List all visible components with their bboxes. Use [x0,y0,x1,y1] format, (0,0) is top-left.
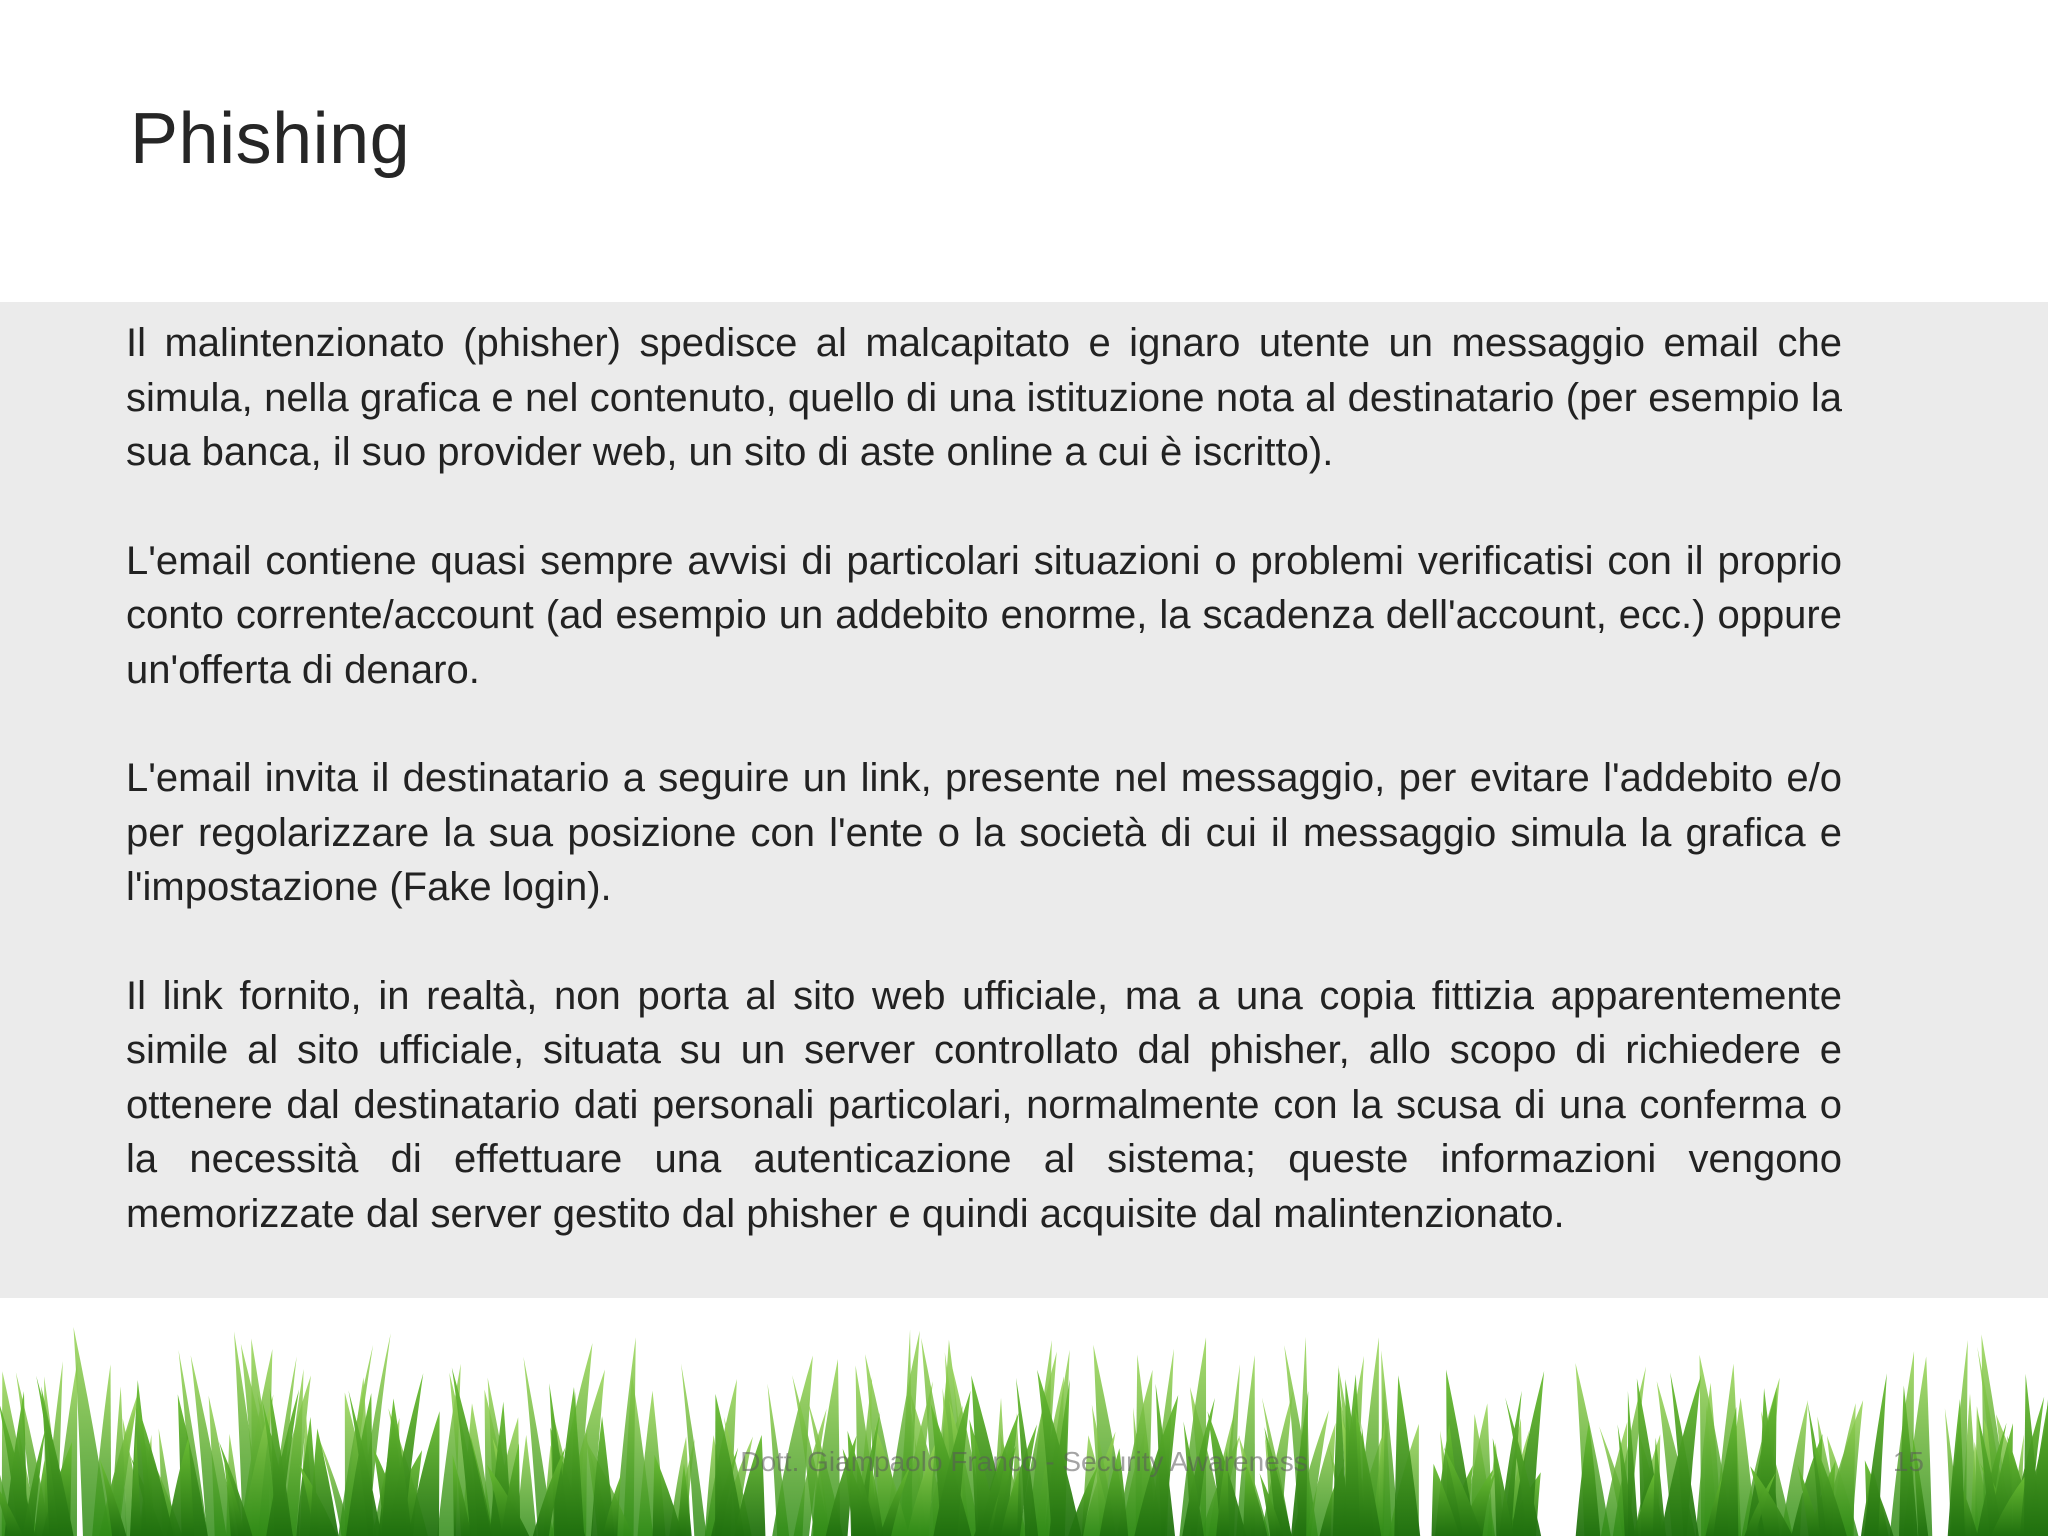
paragraph-2: L'email contiene quasi sempre avvisi di particolari situazioni o problemi verificatisi con il proprio conto corrente/account (ad esempio un addebito enorme, la scadenza dell'account, ecc.) oppure un'offerta di denaro. [126,538,1842,692]
paragraph-3: L'email invita il destinatario a seguire un link, presente nel messaggio, per evitare l'addebito e/o per regolarizzare la sua posizione con l'ente o la società di cui il messaggio simula la grafica e l'impostazione (Fake login). [126,756,1842,909]
slide-body [126,316,1842,1241]
footer-text: Dott. Giampaolo Franco - Security Awareness [740,1446,1308,1477]
paragraph-1: Il malintenzionato (phisher) spedisce al malcapitato e ignaro utente un messaggio email che simula, nella grafica e nel contenuto, quello di una istituzione nota al destinatario (per esempio la sua banca, il suo provider web, un sito di aste online a cui è iscritto). [126,321,1842,474]
paragraph-4: Il link fornito, in realtà, non porta al sito web ufficiale, ma a una copia fittizia apparentemente simile al sito ufficiale, situata su un server controllato dal phisher, allo scopo di richiedere e ottenere dal destinatario dati personali particolari, normalmente con la scusa di una conferma o la necessità di effettuare una autenticazione al sistema; queste informazioni vengono memorizzate dal server gestito dal phisher e quindi acquisite dal malintenzionato. [126,973,1842,1236]
page-number: 15 [1892,1446,1924,1477]
grass-illustration [0,1310,2048,1536]
slide-title: Phishing [130,99,411,179]
